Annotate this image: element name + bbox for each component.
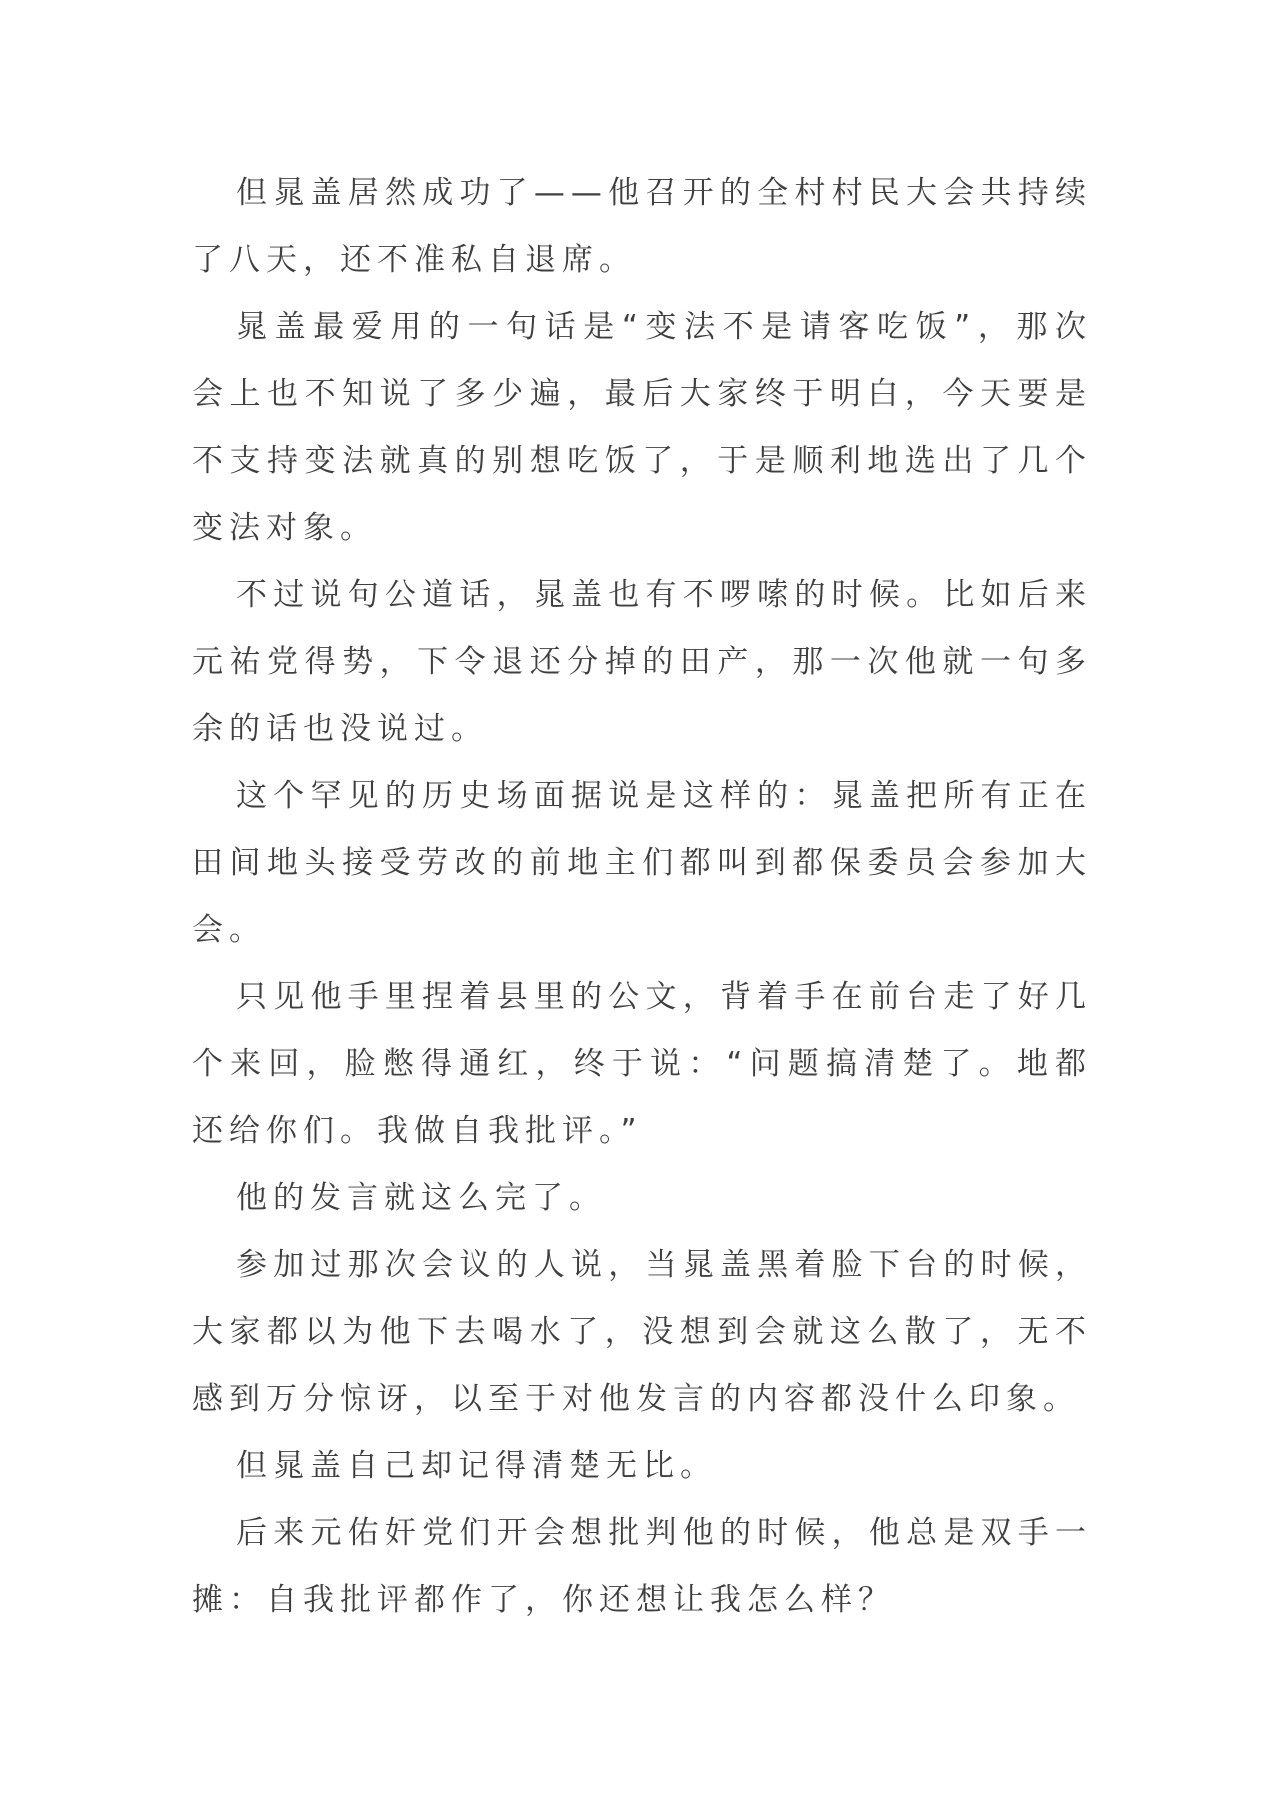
paragraph-3: 不过说句公道话，晁盖也有不啰嗦的时候。比如后来元祐党得势，下令退还分掉的田产，那一次他就一句多余的话也没说过。 <box>192 577 1092 747</box>
paragraph-7: 参加过那次会议的人说，当晁盖黑着脸下台的时候，大家都以为他下去喝水了，没想到会就这么散了，无不感到万分惊讶，以至于对他发言的内容都没什么印象。 <box>192 1247 1092 1417</box>
paragraph-6: 他的发言就这么完了。 <box>236 1180 606 1216</box>
paragraph-8: 但晁盖自己却记得清楚无比。 <box>236 1448 717 1484</box>
paragraph-4: 这个罕见的历史场面据说是这样的：晁盖把所有正在田间地头接受劳改的前地主们都叫到都保委员会参加大会。 <box>192 778 1092 948</box>
document-body <box>192 160 1092 1634</box>
paragraph-5: 只见他手里捏着县里的公文，背着手在前台走了好几个来回，脸憋得通红，终于说：“问题搞清楚了。地都还给你们。我做自我批评。” <box>192 979 1092 1149</box>
paragraph-1: 但晁盖居然成功了——他召开的全村村民大会共持续了八天，还不准私自退席。 <box>192 175 1092 278</box>
paragraph-9: 后来元佑奸党们开会想批判他的时候，他总是双手一摊：自我批评都作了，你还想让我怎么样？ <box>192 1515 1092 1618</box>
paragraph-2: 晁盖最爱用的一句话是“变法不是请客吃饭”，那次会上也不知说了多少遍，最后大家终于明白，今天要是不支持变法就真的别想吃饭了，于是顺利地选出了几个变法对象。 <box>192 309 1092 546</box>
